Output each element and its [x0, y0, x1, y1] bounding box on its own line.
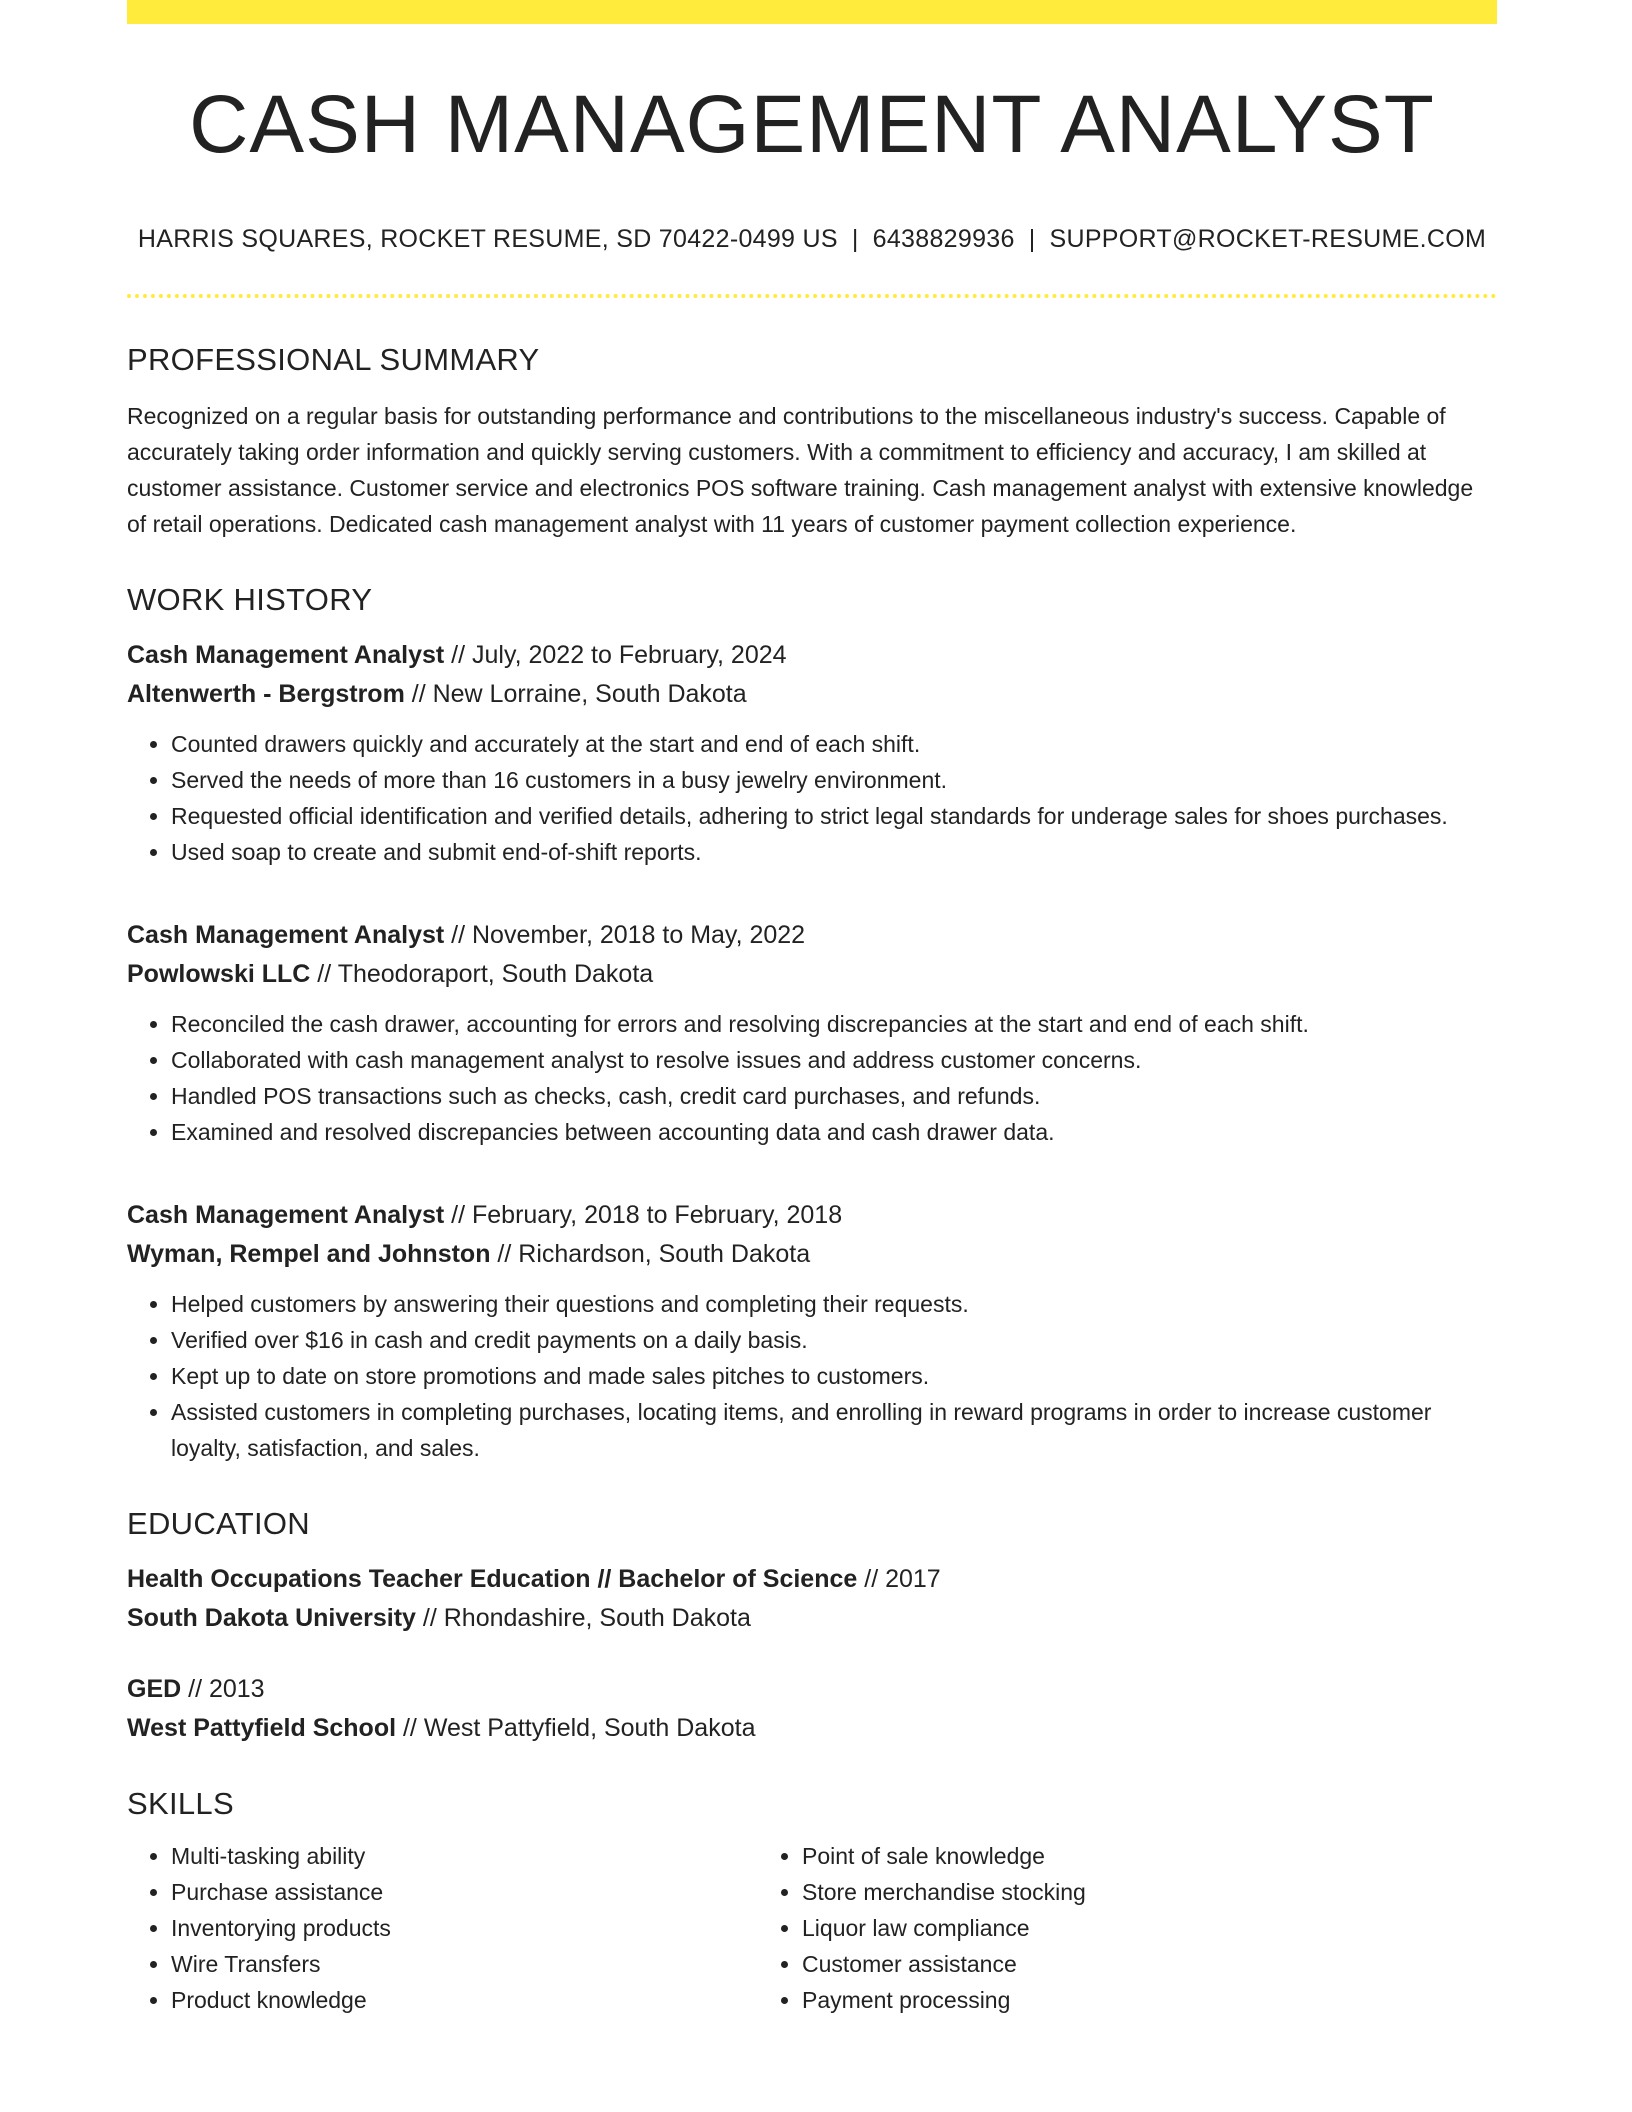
job-title-line [127, 636, 1497, 675]
summary-text: Recognized on a regular basis for outstanding performance and contributions to the miscellaneous industry's success. Capable of accurately taking order information and quickly serving customers. With a commitment to efficiency and accuracy, I am skilled at customer assistance. Customer service and electronics POS software training. Cash management analyst with extensive knowledge of retail operations. Dedicated cash management analyst with 11 years of customer payment collection experience. [127, 403, 1474, 537]
skill-item: • Liquor law compliance [802, 1910, 1389, 1946]
skill-item: • Store merchandise stocking [802, 1874, 1389, 1910]
job-bullet: • Helped customers by answering their questions and completing their requests. [171, 1286, 1497, 1322]
job-bullet: • Handled POS transactions such as checks, cash, credit card purchases, and refunds. [171, 1078, 1497, 1114]
summary-heading: PROFESSIONAL SUMMARY [127, 342, 540, 377]
job-bullet: • Kept up to date on store promotions and made sales pitches to customers. [171, 1358, 1497, 1394]
education-year: // 2013 [181, 1675, 265, 1703]
education-degree-line [127, 1670, 1497, 1709]
resume-page [127, 0, 1497, 2018]
dotted-divider [127, 294, 1497, 298]
job-title-line [127, 916, 1497, 955]
education-school: West Pattyfield School [127, 1714, 397, 1742]
education-entry [127, 1560, 1497, 1638]
job-entry [127, 1196, 1497, 1466]
skill-item: • Product knowledge [171, 1982, 758, 2018]
job-bullet: • Requested official identification and verified details, adhering to strict legal standards for underage sales for shoes purchases. [171, 798, 1497, 834]
job-company-line [127, 955, 1497, 994]
skill-item: • Customer assistance [802, 1946, 1389, 1982]
education-heading: EDUCATION [127, 1506, 310, 1541]
skills-heading: SKILLS [127, 1786, 234, 1821]
job-company: Powlowski LLC [127, 960, 311, 988]
skill-item: • Purchase assistance [171, 1874, 758, 1910]
education-entry [127, 1670, 1497, 1748]
top-accent-bar [127, 0, 1497, 24]
job-bullet: • Served the needs of more than 16 customers in a busy jewelry environment. [171, 762, 1497, 798]
job-company: Altenwerth - Bergstrom [127, 680, 405, 708]
job-entry [127, 916, 1497, 1150]
skills-right-list [758, 1838, 1389, 2018]
education-school-line [127, 1599, 1497, 1638]
contact-line [127, 225, 1497, 254]
contact-address: HARRIS SQUARES, ROCKET RESUME, SD 70422-0499 US [137, 225, 838, 253]
education-location: // Rhondashire, South Dakota [415, 1604, 751, 1632]
job-company-line [127, 1235, 1497, 1274]
job-location: // Theodoraport, South Dakota [310, 960, 654, 988]
job-bullet: • Reconciled the cash drawer, accounting for errors and resolving discrepancies at the start and end of each shift. [171, 1006, 1497, 1042]
skills-left-list [127, 1838, 758, 2018]
job-bullets [127, 726, 1497, 870]
job-bullet: • Used soap to create and submit end-of-shift reports. [171, 834, 1497, 870]
contact-email[interactable]: SUPPORT@ROCKET-RESUME.COM [1049, 225, 1487, 253]
job-bullet: • Counted drawers quickly and accurately at the start and end of each shift. [171, 726, 1497, 762]
education-degree: Health Occupations Teacher Education // Bachelor of Science [127, 1565, 858, 1593]
job-role: Cash Management Analyst [127, 921, 445, 949]
skill-item: • Point of sale knowledge [802, 1838, 1389, 1874]
job-bullet: • Verified over $16 in cash and credit payments on a daily basis. [171, 1322, 1497, 1358]
contact-separator: | [1028, 225, 1036, 253]
skill-item: • Multi-tasking ability [171, 1838, 758, 1874]
job-role: Cash Management Analyst [127, 641, 445, 669]
job-bullets [127, 1006, 1497, 1150]
skill-item: • Inventorying products [171, 1910, 758, 1946]
job-dates: // July, 2022 to February, 2024 [444, 641, 787, 669]
education-year: // 2017 [857, 1565, 941, 1593]
education-degree: GED [127, 1675, 182, 1703]
work-history-heading: WORK HISTORY [127, 582, 373, 617]
job-dates: // February, 2018 to February, 2018 [444, 1201, 843, 1229]
skill-item: • Payment processing [802, 1982, 1389, 2018]
skill-item: • Wire Transfers [171, 1946, 758, 1982]
job-company: Wyman, Rempel and Johnston [127, 1240, 491, 1268]
contact-phone[interactable]: 6438829936 [872, 225, 1015, 253]
contact-separator: | [851, 225, 859, 253]
job-title-line [127, 1196, 1497, 1235]
job-company-line [127, 675, 1497, 714]
education-degree-line [127, 1560, 1497, 1599]
job-bullet: • Collaborated with cash management analyst to resolve issues and address customer concerns. [171, 1042, 1497, 1078]
job-dates: // November, 2018 to May, 2022 [444, 921, 806, 949]
job-role: Cash Management Analyst [127, 1201, 445, 1229]
job-entry [127, 636, 1497, 870]
education-location: // West Pattyfield, South Dakota [396, 1714, 756, 1742]
job-location: // New Lorraine, South Dakota [404, 680, 747, 708]
resume-name: CASH MANAGEMENT ANALYST [189, 79, 1435, 170]
job-bullet: • Assisted customers in completing purchases, locating items, and enrolling in reward programs in order to increase customer loyalty, satisfaction, and sales. [171, 1394, 1497, 1466]
job-bullets [127, 1286, 1497, 1466]
skills-columns [127, 1838, 1497, 2018]
job-bullet: • Examined and resolved discrepancies between accounting data and cash drawer data. [171, 1114, 1497, 1150]
job-location: // Richardson, South Dakota [490, 1240, 811, 1268]
education-school-line [127, 1709, 1497, 1748]
education-school: South Dakota University [127, 1604, 416, 1632]
